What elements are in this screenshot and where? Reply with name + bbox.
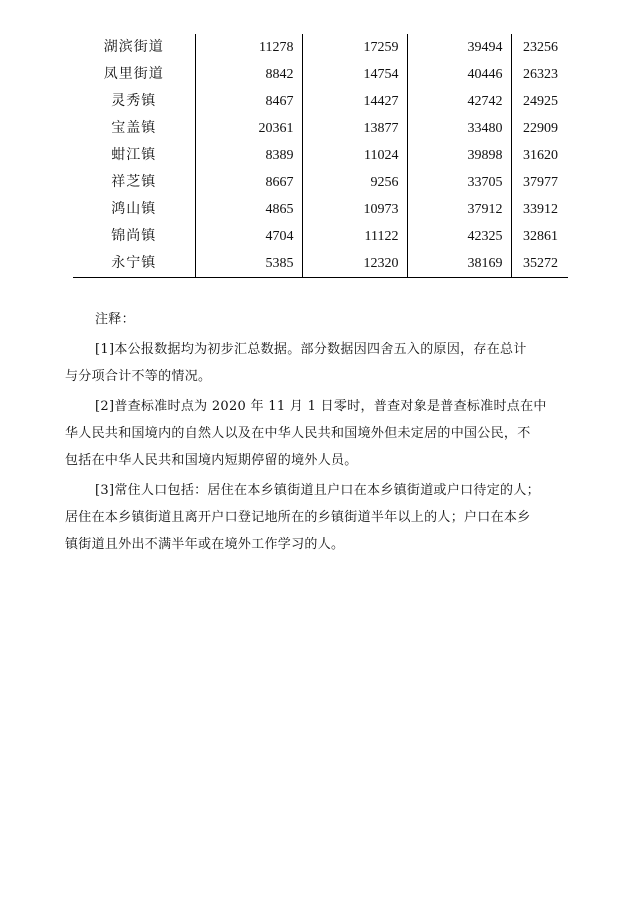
row-value-cell: 20361 [195,115,302,142]
table-row [73,250,568,278]
notes-title: 注释： [95,312,135,327]
note-first-line: [3]常住人口包括：居住在本乡镇街道且户口在本乡镇街道或户口待定的人； [95,483,540,498]
row-name-cell: 湖滨街道 [73,34,195,61]
row-value-cell: 11278 [195,34,302,61]
row-value-cell: 8667 [195,169,302,196]
notes-list [65,336,577,558]
note-item [65,477,577,558]
row-name-cell: 祥芝镇 [73,169,195,196]
row-value-cell: 11122 [302,223,407,250]
row-value-cell: 8467 [195,88,302,115]
table-row [73,61,568,88]
row-value-cell: 37912 [407,196,511,223]
row-value-cell: 26323 [523,67,558,82]
table-row [73,223,568,250]
note-continuation-line: 镇街道且外出不满半年或在境外工作学习的人。 [65,537,345,552]
row-value-cell: 33912 [523,202,558,217]
note-first-line: [2]普查标准时点为 2020 年 11 月 1 日零时，普查对象是普查标准时点在中 [95,399,547,414]
table-row [73,115,568,142]
row-name-cell: 凤里街道 [73,61,195,88]
row-value-cell: 14427 [302,88,407,115]
row-value-cell: 4704 [195,223,302,250]
row-value-cell: 23256 [523,40,558,55]
table-row [73,169,568,196]
row-value-cell: 8389 [195,142,302,169]
table-row [73,142,568,169]
row-value-cell: 5385 [195,250,302,278]
row-value-cell: 8842 [195,61,302,88]
row-value-cell: 33480 [407,115,511,142]
table-row [73,88,568,115]
row-value-cell: 9256 [302,169,407,196]
row-value-cell: 12320 [302,250,407,278]
row-value-cell: 10973 [302,196,407,223]
note-continuation-line: 与分项合计不等的情况。 [65,369,212,384]
row-value-cell: 11024 [302,142,407,169]
row-name-cell: 永宁镇 [73,250,195,278]
row-value-cell: 24925 [523,94,558,109]
note-first-line: [1]本公报数据均为初步汇总数据。部分数据因四舍五入的原因，存在总计 [95,342,527,357]
row-value-cell: 37977 [523,175,558,190]
row-name-cell: 锦尚镇 [73,223,195,250]
table-row [73,196,568,223]
note-continuation-line: 居住在本乡镇街道且离开户口登记地所在的乡镇街道半年以上的人；户口在本乡 [65,510,531,525]
row-value-cell: 22909 [523,121,558,136]
row-value-cell: 40446 [407,61,511,88]
row-value-cell: 38169 [407,250,511,278]
row-value-cell: 33705 [407,169,511,196]
row-name-cell: 宝盖镇 [73,115,195,142]
row-value-cell: 14754 [302,61,407,88]
data-table-container [73,34,568,278]
row-value-cell: 31620 [523,148,558,163]
row-name-cell: 蚶江镇 [73,142,195,169]
row-value-cell: 39494 [407,34,511,61]
row-value-cell: 39898 [407,142,511,169]
row-value-cell: 35272 [511,250,568,278]
population-table [73,34,568,278]
notes-section [65,306,577,561]
row-value-cell: 32861 [523,229,558,244]
row-name-cell: 灵秀镇 [73,88,195,115]
table-body [73,34,568,278]
table-row [73,34,568,61]
row-value-cell: 42742 [407,88,511,115]
note-continuation-line: 包括在中华人民共和国境内短期停留的境外人员。 [65,453,358,468]
note-item [65,336,577,390]
row-value-cell: 42325 [407,223,511,250]
row-name-cell: 鸿山镇 [73,196,195,223]
row-value-cell: 4865 [195,196,302,223]
row-value-cell: 13877 [302,115,407,142]
note-item [65,393,577,474]
note-continuation-line: 华人民共和国境内的自然人以及在中华人民共和国境外但未定居的中国公民，不 [65,426,531,441]
row-value-cell: 17259 [302,34,407,61]
